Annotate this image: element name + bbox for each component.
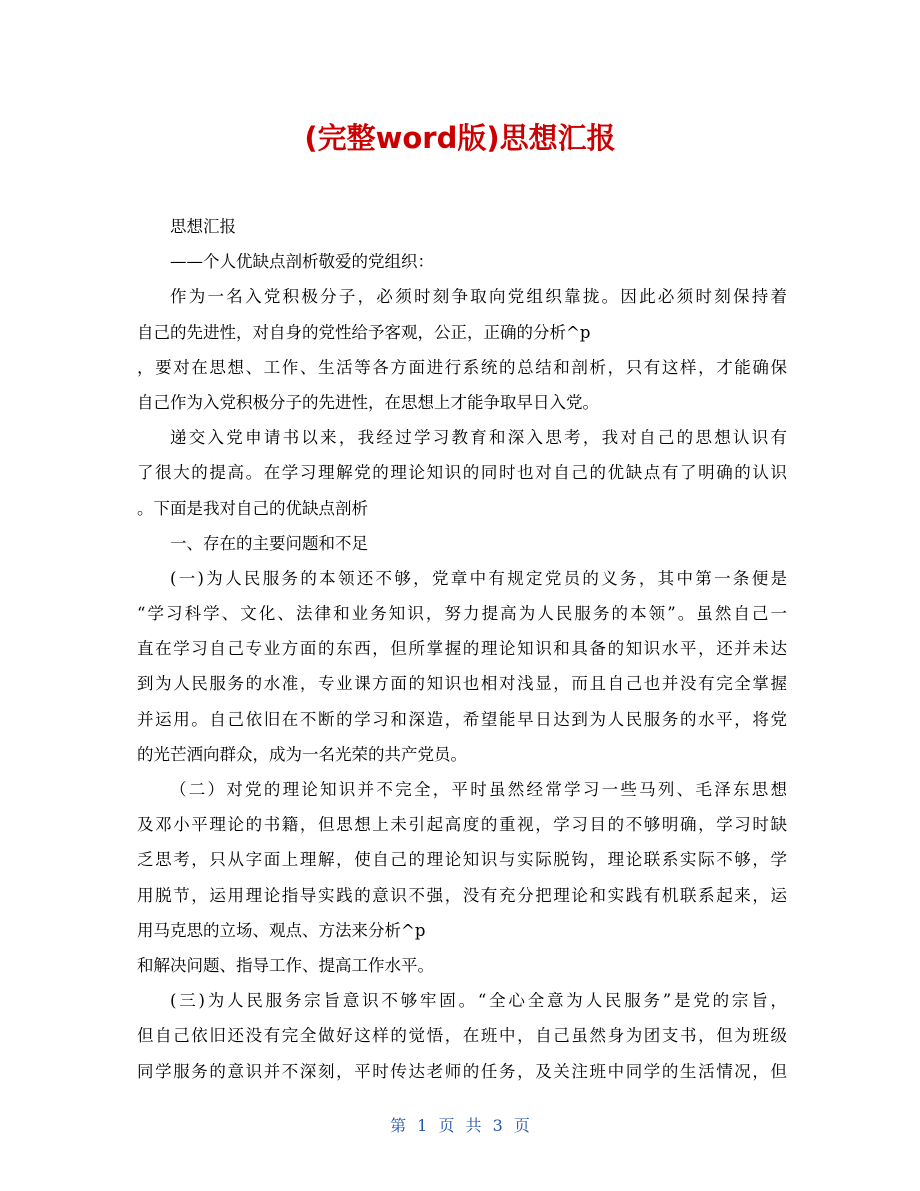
text-line: 同学服务的意识并不深刻，平时传达老师的任务，及关注班中同学的生活情况，但 (137, 1061, 787, 1081)
text-line: 作为一名入党积极分子，必须时刻争取向党组织靠拢。因此必须时刻保持着 (170, 287, 787, 307)
text-line: （二）对党的理论知识并不完全，平时虽然经常学习一些马列、毛泽东思想 (170, 780, 787, 799)
text-line: 的光芒洒向群众，成为一名光荣的共产党员。 (137, 744, 467, 764)
text-line: 但自己依旧还没有完全做好这样的觉悟，在班中，自己虽然身为团支书，但为班级 (137, 1026, 787, 1046)
text-line: 直在学习自己专业方面的东西，但所掌握的理论知识和具备的知识水平，还并未达 (137, 639, 787, 659)
text-line: 自己的先进性，对自身的党性给予客观，公正，正确的分析^p (137, 322, 591, 342)
text-line: (三)为人民服务宗旨意识不够牢固。“全心全意为人民服务”是党的宗旨， (170, 991, 787, 1011)
text-line: 。下面是我对自己的优缺点剖析 (137, 498, 368, 518)
text-line: 了很大的提高。在学习理解党的理论知识的同时也对自己的优缺点有了明确的认识 (137, 463, 787, 483)
document-body (137, 209, 787, 1089)
text-line: 和解决问题、指导工作、提高工作水平。 (137, 955, 434, 975)
text-line: 用脱节，运用理论指导实践的意识不强，没有充分把理论和实践有机联系起来，运 (137, 885, 787, 905)
text-line: 乏思考，只从字面上理解，使自己的理论知识与实际脱钩，理论联系实际不够，学 (137, 850, 787, 870)
text-line: 一、存在的主要问题和不足 (170, 533, 368, 553)
text-line: 递交入党申请书以来，我经过学习教育和深入思考，我对自己的思想认识有 (170, 428, 787, 448)
text-line: (一)为人民服务的本领还不够，党章中有规定党员的义务，其中第一条便是 (170, 568, 787, 588)
text-line: 思想汇报 (170, 217, 236, 236)
text-line: 及邓小平理论的书籍，但思想上未引起高度的重视，学习目的不够明确，学习时缺 (137, 815, 787, 835)
text-line: ，要对在思想、工作、生活等各方面进行系统的总结和剖析，只有这样，才能确保 (137, 357, 787, 377)
text-line: 自己作为入党积极分子的先进性，在思想上才能争取早日入党。 (137, 392, 599, 412)
document-title: (完整word版)思想汇报 (304, 121, 616, 155)
text-line: 并运用。自己依旧在不断的学习和深造，希望能早日达到为人民服务的水平，将党 (137, 709, 787, 729)
text-line: “学习科学、文化、法律和业务知识，努力提高为人民服务的本领”。虽然自己一 (137, 604, 787, 624)
text-line: 用马克思的立场、观点、方法来分析^p (137, 920, 426, 940)
page-footer: 第 1 页 共 3 页 (390, 1116, 530, 1135)
text-line: 到为人民服务的水准，专业课方面的知识也相对浅显，而且自己也并没有完全掌握 (137, 674, 787, 694)
text-line: ——个人优缺点剖析敬爱的党组织： (170, 252, 434, 272)
